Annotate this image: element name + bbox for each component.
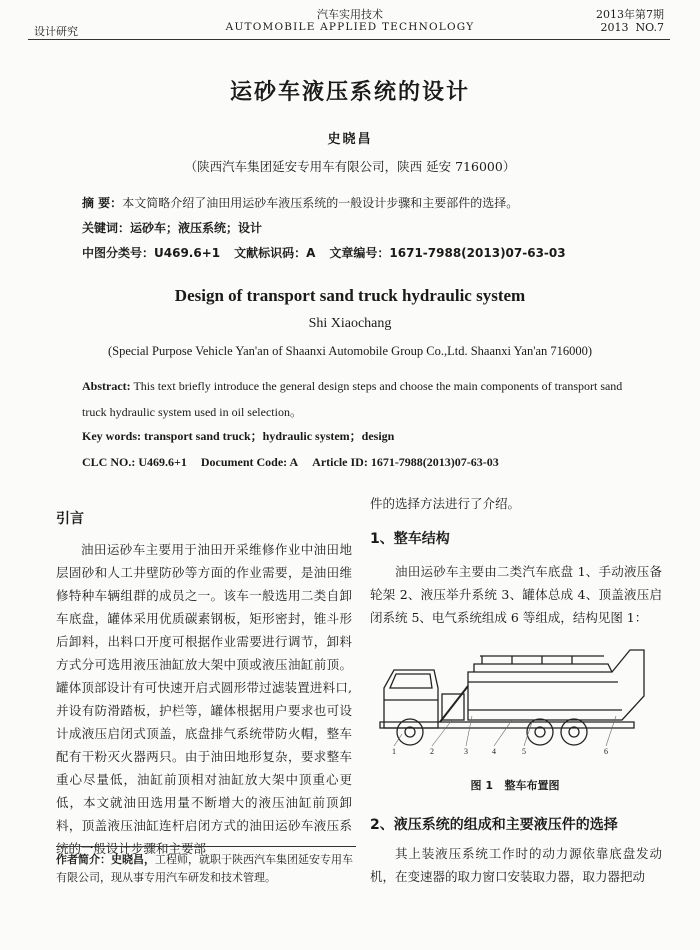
issue-cn: 2013年第7期 [596,8,664,21]
journal-name-cn: 汽车实用技术 [317,8,383,21]
abstract-cn [82,194,518,211]
clc-info-en [82,449,642,475]
affiliation-cn: （陕西汽车集团延安专用车有限公司，陕西 延安 716000） [184,159,516,174]
section-1-paragraph: 油田运砂车主要由二类汽车底盘 1、手动液压备轮架 2、液压举升系统 3、罐体总成 4、顶盖液压启闭系统 5、电气系统组成 6 等组成，结构见图 1： [370,564,662,625]
article-id-en: Article ID: 1671-7988(2013)07-63-03 [312,455,499,469]
keywords-cn-label: 关键词： [82,221,131,235]
keywords-en-label: Key words: [82,429,141,443]
abstract-en [82,373,642,425]
intro-paragraph: 油田运砂车主要用于油田开采维修作业中油田地层固砂和人工井壁防砂等方面的作业需要，是油田维修特种车辆组群的成员之一。该车一般选用二类自卸车底盘，罐体采用优质碳素钢板，矩形密封，锥斗形后卸料，出料口开度可根据作业需要进行调节，卸料方式分可选用液压油缸放大架中顶或液压油缸前顶。罐体顶部设计有可快速开启式圆形带过滤装置进料口,并设有防滑踏板，护栏等，罐体根据用户要求也可设计成液压启闭式顶盖，底盘排气系统带防火帽，整车配有干粉灭火器两只。由于油田地形复杂，要求整车重心尽量低，油缸前顶相对油缸放大架中顶重心更低，本文就油田选用量不断增大的液压油缸前顶卸料，顶盖液压油缸连杆启闭方式的油田运砂车液压系统的一般设计步骤和主要部 [56,542,352,856]
affiliation-en: (Special Purpose Vehicle Yan'an of Shaanxi Automobile Group Co.,Ltd. Shaanxi Yan'an 716000) [107,344,593,358]
author-footnote [56,851,356,887]
figure-wheel-rear-2 [561,719,587,745]
truck-layout-figure [372,636,662,756]
abstract-en-label: Abstract: [82,379,131,393]
section-heading-1: 1、整车结构 [370,531,450,547]
doc-code-cn: 文献标识码：A [234,246,316,260]
keywords-en-text: transport sand truck；hydraulic system；design [141,429,395,443]
abstract-en-text: This text briefly introduce the general design steps and choose the main components of transport sand truck hydraulic system used in oil selection。 [82,379,623,419]
journal-name [0,8,700,34]
author-en: Shi Xiaochang [308,316,392,331]
section-2-body [370,842,662,888]
intro-continuation-text: 件的选择方法进行了介绍。 [370,496,521,511]
clc-number-cn: 中图分类号：U469.6+1 [82,246,221,260]
running-header-section: 设计研究 [34,25,78,38]
paper-title-en: Design of transport sand truck hydraulic system [174,286,526,305]
figure-tank-top-cover [474,664,612,672]
abstract-cn-label: 摘 要： [82,196,123,210]
issue-info [596,8,664,34]
intro-continuation [370,492,660,515]
figure-label-2: 2 [430,747,434,756]
article-id-cn: 文章编号：1671-7988(2013)07-63-03 [329,246,566,260]
issue-en: 2013 NO.7 [600,21,664,34]
section-1-body [370,560,662,629]
footnote-label: 作者简介：史晓昌， [56,853,155,866]
clc-number-en: CLC NO.: U469.6+1 [82,455,187,469]
journal-name-en: AUTOMOBILE APPLIED TECHNOLOGY [225,21,475,33]
figure-label-4: 4 [492,747,496,756]
figure-label-3: 3 [464,747,468,756]
keywords-en [82,423,642,449]
paper-title-cn: 运砂车液压系统的设计 [229,80,470,105]
footnote-text: 工程师，就职于陕西汽车集团延安专用车有限公司，现从事专用汽车研发和技术管理。 [56,853,353,884]
section-heading-intro: 引言 [56,511,84,527]
figure-label-5: 5 [522,747,526,756]
footnote-rule [56,846,356,847]
figure-wheel-front [397,719,423,745]
section-2-paragraph: 其上装液压系统工作时的动力源依靠底盘发动机，在变速器的取力窗口安装取力器，取力器把动 [370,846,662,884]
doc-code-en: Document Code: A [200,455,299,469]
figure-label-1: 1 [392,747,396,756]
header-rule [28,39,670,40]
clc-info-cn [82,244,580,261]
figure-cab-window [390,674,432,688]
figure-label-6: 6 [604,747,608,756]
keywords-cn [82,219,262,236]
intro-body [56,538,352,860]
figure-wheel-rear-1 [527,719,553,745]
keywords-cn-text: 运砂车；液压系统；设计 [130,221,263,235]
author-cn: 史晓昌 [327,132,373,147]
abstract-cn-text: 本文简略介绍了油田用运砂车液压系统的一般设计步骤和主要部件的选择。 [122,196,519,210]
section-heading-2: 2、液压系统的组成和主要液压件的选择 [370,817,618,833]
figure-caption: 图 1 整车布置图 [470,779,560,792]
